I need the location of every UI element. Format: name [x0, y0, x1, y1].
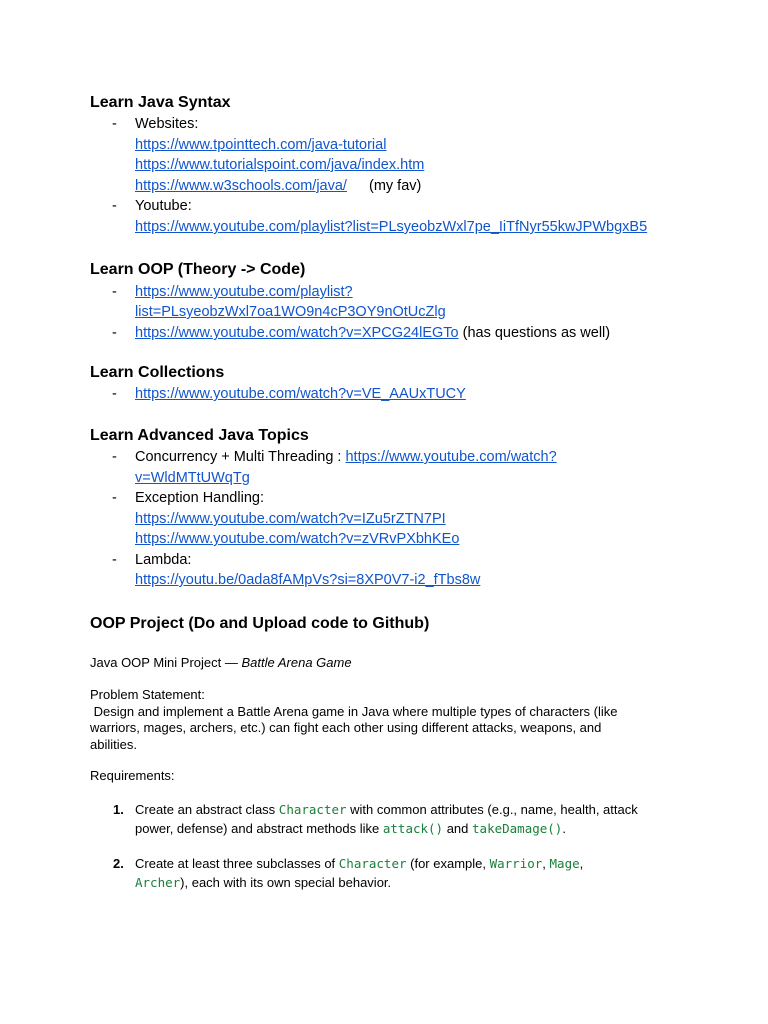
bullet-dash: - — [112, 116, 117, 132]
requirement-1-line1 — [135, 801, 638, 818]
lambda-label: Lambda: — [135, 552, 192, 568]
bullet-dash: - — [112, 198, 117, 214]
heading-oop-project: OOP Project (Do and Upload code to Github) — [90, 615, 430, 632]
req1-text: with common attributes (e.g., name, health, attack — [346, 802, 638, 817]
problem-statement-line3: abilities. — [90, 737, 137, 752]
link-concurrency-part1[interactable]: https://www.youtube.com/watch? — [345, 449, 557, 465]
link-oop-playlist-part1[interactable]: https://www.youtube.com/playlist? — [135, 284, 353, 300]
w3schools-note: (my fav) — [369, 178, 422, 194]
req2-text: ), each with its own special behavior. — [180, 875, 392, 890]
code-attack: attack() — [382, 821, 444, 836]
project-title-prefix: Java OOP Mini Project — — [90, 655, 242, 670]
requirement-1-number: 1. — [113, 802, 124, 817]
heading-java-syntax: Learn Java Syntax — [90, 94, 231, 111]
concurrency-label: Concurrency + Multi Threading : — [135, 449, 346, 465]
code-mage: Mage — [549, 856, 580, 871]
problem-statement-line2: warriors, mages, archers, etc.) can fight each other using different attacks, weapons, and — [90, 720, 602, 735]
link-w3schools[interactable]: https://www.w3schools.com/java/ — [135, 178, 347, 194]
link-tpointtech[interactable]: https://www.tpointtech.com/java-tutorial — [135, 137, 387, 153]
req2-text: , — [542, 856, 550, 871]
link-exception-2[interactable]: https://www.youtube.com/watch?v=zVRvPXbhKEo — [135, 531, 460, 547]
bullet-dash: - — [112, 284, 117, 300]
req1-text: Create an abstract class — [135, 802, 279, 817]
code-warrior: Warrior — [489, 856, 543, 871]
code-character: Character — [278, 802, 347, 817]
requirements-label: Requirements: — [90, 768, 175, 783]
link-tutorialspoint[interactable]: https://www.tutorialspoint.com/java/index.htm — [135, 157, 425, 173]
heading-advanced-java: Learn Advanced Java Topics — [90, 427, 309, 444]
req1-text: . — [562, 821, 566, 836]
code-takedamage: takeDamage() — [472, 821, 563, 836]
requirement-2-line2 — [135, 874, 391, 891]
problem-statement-line1: Design and implement a Battle Arena game in Java where multiple types of characters (like — [90, 704, 618, 719]
link-oop-playlist-part2[interactable]: list=PLsyeobzWxl7oa1WO9n4cP3OY9nOtUcZlg — [135, 304, 446, 320]
bullet-dash: - — [112, 490, 117, 506]
problem-statement-label: Problem Statement: — [90, 687, 205, 702]
link-lambda[interactable]: https://youtu.be/0ada8fAMpVs?si=8XP0V7-i2_fTbs8w — [135, 572, 481, 588]
req2-text: , — [579, 856, 584, 871]
req1-text: and — [443, 821, 473, 836]
req2-text: Create at least three subclasses of — [135, 856, 339, 871]
project-title-name: Battle Arena Game — [241, 655, 352, 670]
concurrency-line — [135, 447, 557, 467]
code-character: Character — [338, 856, 407, 871]
requirement-2-number: 2. — [113, 856, 124, 871]
oop-watch-line — [135, 323, 610, 343]
bullet-dash: - — [112, 552, 117, 568]
oop-watch-note: (has questions as well) — [462, 325, 611, 341]
req1-text: power, defense) and abstract methods like — [135, 821, 383, 836]
youtube-label: Youtube: — [135, 198, 192, 214]
heading-collections: Learn Collections — [90, 364, 225, 381]
bullet-dash: - — [112, 386, 117, 402]
bullet-dash: - — [112, 325, 117, 341]
requirement-2-line1 — [135, 855, 583, 872]
project-title — [90, 654, 352, 671]
exception-label: Exception Handling: — [135, 490, 264, 506]
websites-label: Websites: — [135, 116, 199, 132]
requirement-1-line2 — [135, 820, 566, 837]
heading-oop-theory: Learn OOP (Theory -> Code) — [90, 261, 306, 278]
link-exception-1[interactable]: https://www.youtube.com/watch?v=IZu5rZTN7PI — [135, 511, 446, 527]
code-archer: Archer — [135, 875, 181, 890]
link-concurrency-part2[interactable]: v=WldMTtUWqTg — [135, 470, 250, 486]
link-collections[interactable]: https://www.youtube.com/watch?v=VE_AAUxTUCY — [135, 386, 466, 402]
link-oop-watch[interactable]: https://www.youtube.com/watch?v=XPCG24lEGTo — [135, 325, 459, 341]
req2-text: (for example, — [406, 856, 490, 871]
link-youtube-syntax-playlist[interactable]: https://www.youtube.com/playlist?list=PLsyeobzWxl7pe_IiTfNyr55kwJPWbgxB5 — [135, 219, 648, 235]
bullet-dash: - — [112, 449, 117, 465]
